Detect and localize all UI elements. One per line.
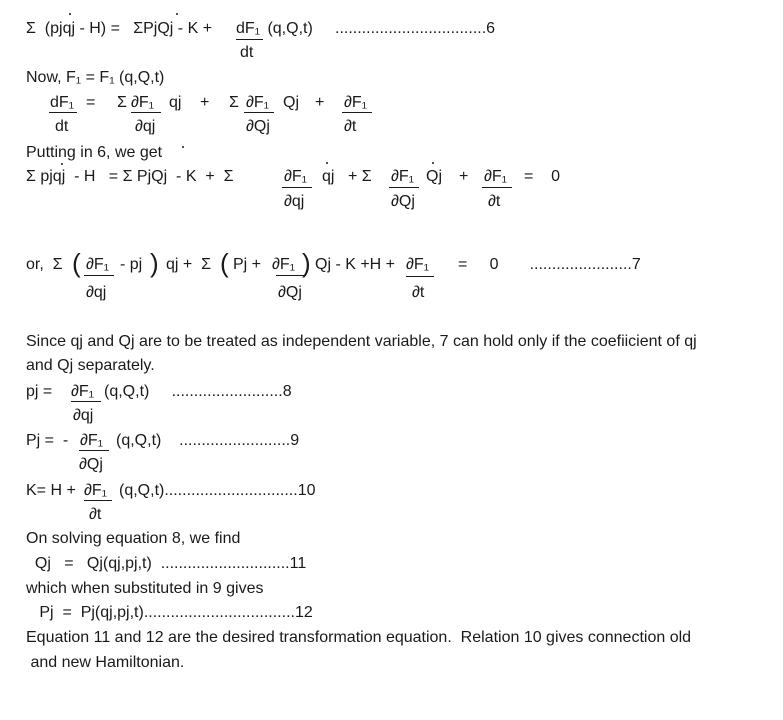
eq7-start: or, Σ <box>26 256 63 273</box>
eq7-rhs: = 0 .......................7 <box>458 256 641 273</box>
eq7-open-paren: ( <box>72 248 81 278</box>
fraction-bar <box>131 112 161 113</box>
total-f2-den: ∂Qj <box>246 118 270 135</box>
fraction-bar <box>389 187 419 188</box>
fraction-bar <box>49 112 77 113</box>
total-lhs-den: dt <box>55 118 69 135</box>
dot-accent <box>326 162 328 164</box>
total-plus2: + <box>315 94 325 111</box>
solving-line: On solving equation 8, we find <box>26 530 241 547</box>
total-v2: Qj <box>283 94 299 111</box>
conclusion-line-1: Equation 11 and 12 are the desired transformation equation. Relation 10 gives connection old <box>26 629 692 646</box>
conclusion-line-2: and new Hamiltonian. <box>26 654 185 671</box>
eq7-f2-num: ∂F₁ <box>272 256 296 273</box>
fraction-bar <box>406 276 434 277</box>
eq7-minus-pj: - pj <box>120 256 143 273</box>
total-plus1: + <box>200 94 210 111</box>
total-f2-num: ∂F₁ <box>246 94 270 111</box>
eqsub-f2-num: ∂F₁ <box>391 168 415 185</box>
eqsub-lhs: Σ pjqj - H = Σ PjQj - K + Σ <box>26 168 234 185</box>
eq7-pj: Pj + <box>233 256 262 273</box>
eq10-frac-num: ∂F₁ <box>84 482 108 499</box>
total-sigma1: Σ <box>117 94 127 111</box>
eq10-frac-den: ∂t <box>89 506 102 523</box>
eq9-frac-num: ∂F₁ <box>80 432 104 449</box>
now-line: Now, F₁ = F₁ (q,Q,t) <box>26 69 165 86</box>
dot-accent <box>176 13 178 15</box>
total-f3-num: ∂F₁ <box>344 94 368 111</box>
fraction-bar <box>84 500 112 501</box>
eqsub-v1: qj <box>322 168 335 185</box>
since-line-1: Since qj and Qj are to be treated as independent variable, 7 can hold only if the coefiicient of qj <box>26 333 697 350</box>
eq7-close-paren: ) <box>150 248 159 278</box>
dot-accent <box>182 146 184 148</box>
eqsub-plus: + <box>459 168 469 185</box>
putting-line: Putting in 6, we get <box>26 144 163 161</box>
eq9-rhs: (q,Q,t) .........................9 <box>116 432 300 449</box>
eqsub-rhs: = 0 <box>524 168 561 185</box>
eq7-open-paren-2: ( <box>220 248 229 278</box>
eq8-frac-den: ∂qj <box>73 407 94 424</box>
eq10-lhs: K= H + <box>26 482 76 499</box>
eqsub-mid: + Σ <box>348 168 372 185</box>
dot-accent <box>61 163 63 165</box>
eq8-rhs: (q,Q,t) .........................8 <box>104 383 292 400</box>
equation-12: Pj = Pj(qj,pj,t)..................................12 <box>26 604 313 621</box>
total-f3-den: ∂t <box>344 118 357 135</box>
equation-11: Qj = Qj(qj,pj,t) .............................11 <box>26 555 307 572</box>
eq10-rhs: (q,Q,t)..............................10 <box>119 482 316 499</box>
fraction-bar <box>342 112 372 113</box>
fraction-bar <box>84 275 114 276</box>
since-line-2: and Qj separately. <box>26 357 155 374</box>
fraction-bar <box>244 112 274 113</box>
fraction-bar <box>236 39 263 40</box>
total-eq: = <box>86 94 96 111</box>
eq6-frac-num: dF₁ <box>236 20 261 37</box>
eq6-args: (q,Q,t) ..................................6 <box>263 20 496 37</box>
eqsub-f2-den: ∂Qj <box>391 193 415 210</box>
eq8-frac-num: ∂F₁ <box>71 383 95 400</box>
eqsub-f1-num: ∂F₁ <box>284 168 308 185</box>
eq9-frac-den: ∂Qj <box>79 456 103 473</box>
dot-accent <box>69 13 71 15</box>
eqsub-f3-num: ∂F₁ <box>484 168 508 185</box>
eq7-mid: qj + Σ <box>166 256 212 273</box>
eqsub-f1-den: ∂qj <box>284 193 305 210</box>
fraction-bar <box>79 450 109 451</box>
eq6-frac-den: dt <box>240 44 254 61</box>
eq7-f2-den: ∂Qj <box>278 284 302 301</box>
eq6-lhs: Σ (pjqj - H) = ΣPjQj - K + <box>26 20 217 37</box>
dot-accent <box>432 162 434 164</box>
eq7-f1-num: ∂F₁ <box>86 256 110 273</box>
eq7-f1-den: ∂qj <box>86 284 107 301</box>
eq7-f3-num: ∂F₁ <box>406 256 430 273</box>
which-line: which when substituted in 9 gives <box>26 580 264 597</box>
eq7-f3-den: ∂t <box>412 284 425 301</box>
eq9-lhs: Pj = - <box>26 432 69 449</box>
fraction-bar <box>482 187 512 188</box>
eq7-close-paren-2: ) <box>302 248 311 278</box>
eq7-rest: Qj - K +H + <box>315 256 400 273</box>
eqsub-v2: Qj <box>426 168 442 185</box>
eq8-lhs: pj = <box>26 383 53 400</box>
total-f1-num: ∂F₁ <box>131 94 155 111</box>
fraction-bar <box>71 401 101 402</box>
total-v1: qj <box>169 94 182 111</box>
fraction-bar <box>282 187 312 188</box>
total-f1-den: ∂qj <box>135 118 156 135</box>
eqsub-f3-den: ∂t <box>488 193 501 210</box>
total-lhs-num: dF₁ <box>50 94 75 111</box>
total-sigma2: Σ <box>229 94 239 111</box>
